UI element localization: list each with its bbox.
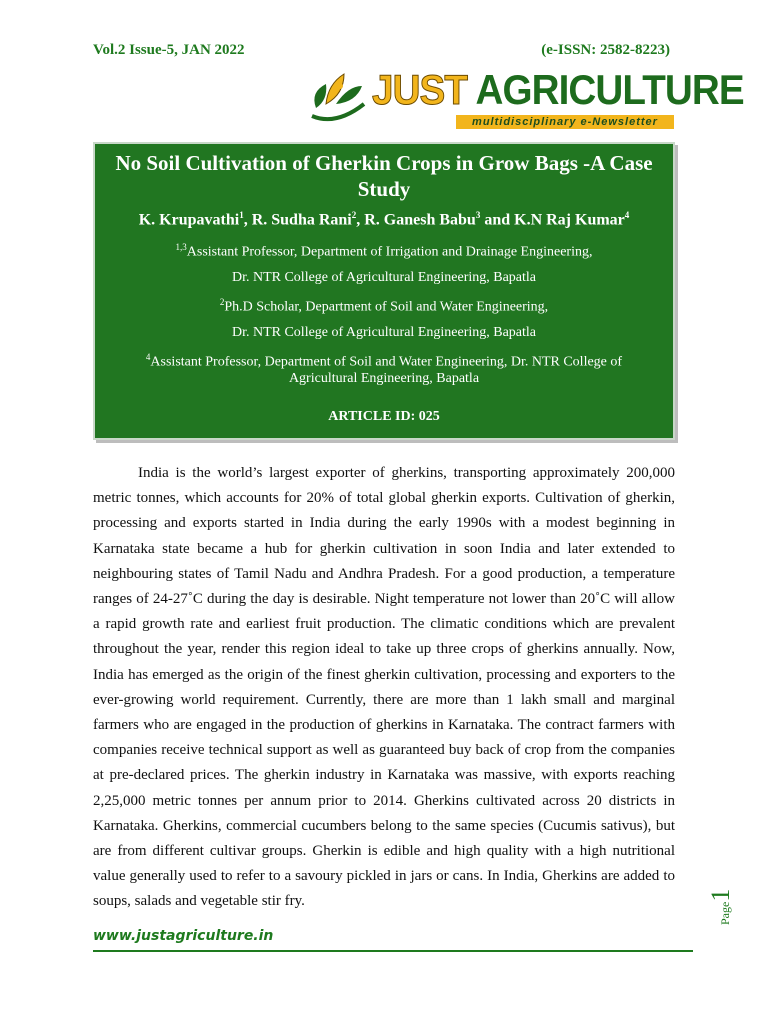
author-name: K.N Raj Kumar — [514, 211, 625, 229]
author-sup: 3 — [475, 210, 481, 220]
affiliation-1-college: Dr. NTR College of Agricultural Engineering, Bapatla — [231, 269, 537, 285]
title-banner — [93, 142, 675, 440]
logo-tagline: multidisciplinary e-Newsletter — [456, 115, 674, 129]
page-label: Page — [718, 901, 732, 925]
affiliation-2: $^2$Ph.D Scholar, Department of Soil and Water Engineering, — [219, 296, 549, 315]
logo-word-just: JUST — [372, 66, 468, 113]
author-sup: 2 — [351, 210, 357, 220]
article-id: ARTICLE ID: 025 — [328, 409, 440, 425]
body-paragraph: India is the world’s largest exporter of gherkins, transporting approximately 200,000 metric tonnes, which accounts for 20% of total global gherkin exports. Cultivation of gherkin, processing and exports started in India during the early 1990s with a modest beginning in Karnataka state became a hub for gherkin cultivation in soon India and later extended to neighbouring states of Tamil Nadu and Andhra Pradesh. For a good production, a temperature ranges of 24-27˚C during the day is desirable. Night temperature not lower than 20˚C will allow a rapid growth rate and earliest fruit production. The climatic conditions which are prevalent throughout the year, render this region ideal to take up three crops of gherkins annually. Now, India has emerged as the origin of the finest gherkin cultivation, processing and exporters to the ever-growing world requirement. Currently, there are more than 1 lakh small and marginal farmers who are engaged in the production of gherkins in Karnataka. The contract farmers with companies receive technical support as well as guaranteed buy back of crop from the companies at pre-declared prices. The gherkin industry in Karnataka was massive, with exports reaching 2,25,000 metric tonnes per annum prior to 2014. Gherkins cultivated across 20 districts in Karnataka. Gherkins, commercial cucumbers belong to the same species (Cucumis sativus), but are from different cultivar groups. Gherkin is edible and high quality with a high nutritional value generally used to refer to a savoury pickled in jars or cans. In India, Gherkins are added to soups, salads and vegetable stir fry. — [93, 465, 675, 910]
author-name: K. Krupavathi — [138, 211, 240, 229]
logo — [306, 64, 744, 134]
page-number-value: 1 — [706, 888, 735, 902]
author-name: R. Sudha Rani — [251, 211, 352, 229]
author-name: R. Ganesh Babu — [364, 211, 476, 229]
leaf-emblem-icon — [306, 64, 372, 130]
page-number — [706, 889, 736, 925]
article-body — [93, 461, 675, 915]
article-title: No Soil Cultivation of Gherkin Crops in Grow Bags -A Case Study — [115, 151, 653, 201]
affiliation-4: $^4$Assistant Professor, Department of Soil and Water Engineering, Dr. NTR College of Agricultural Engineering, Bapatla — [145, 351, 623, 387]
footer-divider — [93, 950, 693, 952]
volume-issue: Vol.2 Issue-5, JAN 2022 — [93, 42, 245, 58]
affiliation-2-college: Dr. NTR College of Agricultural Engineering, Bapatla — [231, 324, 537, 340]
affiliation-1: $^{1,3}$Assistant Professor, Department of Irrigation and Drainage Engineering, — [175, 242, 593, 260]
author-sup: 1 — [239, 210, 244, 220]
author-list: K. Krupavathi$^1$, R. Sudha Rani$^2$, R. Ganesh Babu$^3$ and K.N Raj Kumar$^4$ — [138, 210, 630, 229]
website-link[interactable]: www.justagriculture.in — [93, 928, 274, 944]
logo-word-agriculture: AGRICULTURE — [475, 66, 744, 113]
issn: (e-ISSN: 2582-8223) — [541, 42, 670, 58]
author-sup: 4 — [624, 210, 630, 220]
